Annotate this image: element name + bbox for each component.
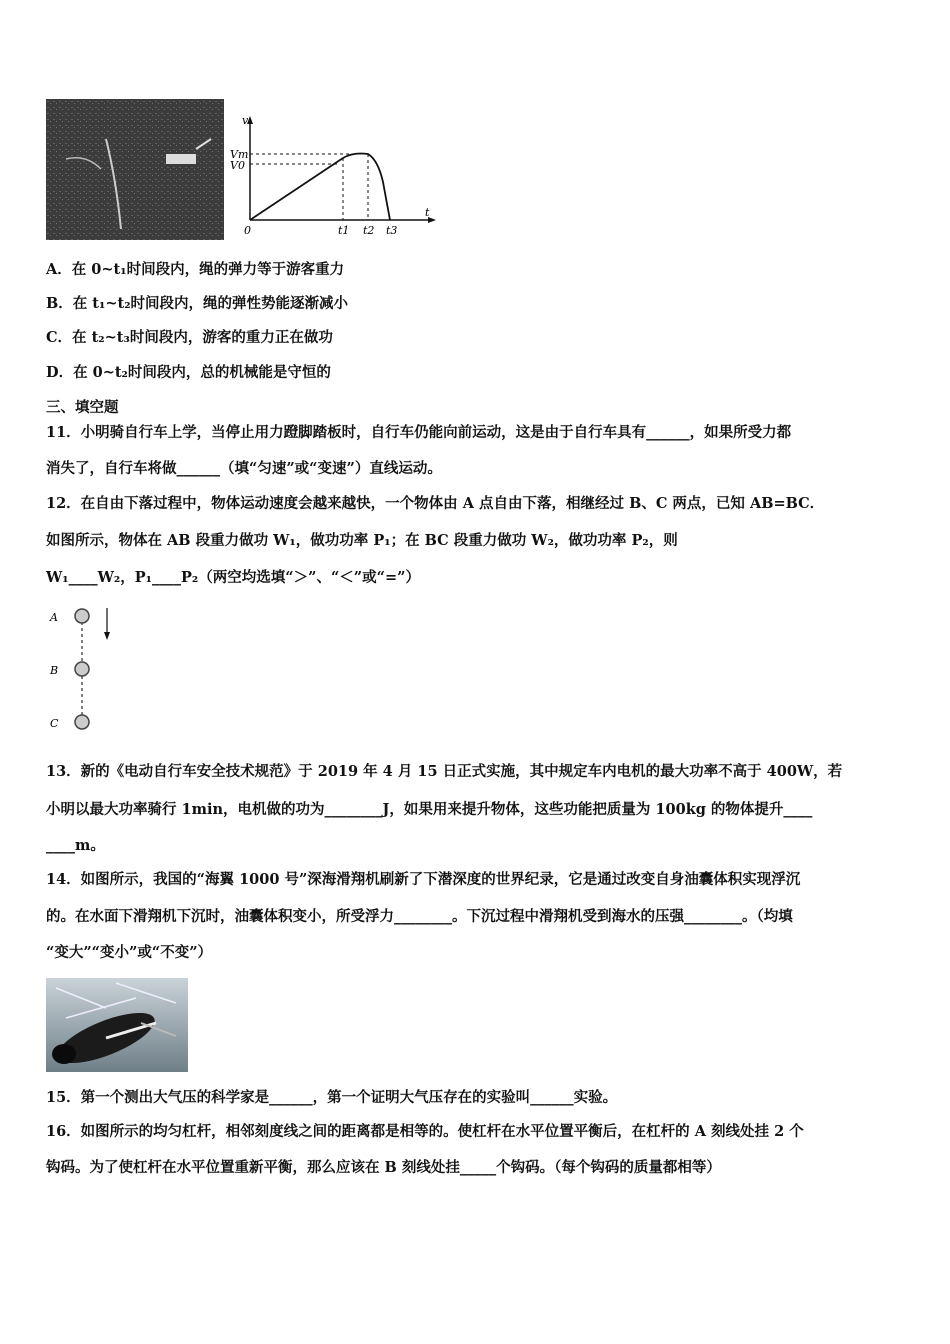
falling-ball-figure — [46, 600, 126, 736]
label-c: C — [50, 717, 59, 730]
axis-t-label: t — [425, 206, 430, 219]
q14-line1: 14．如图所示，我国的“海翼 1000 号”深海滑翔机刷新了下潜深度的世界纪录，它是通过改变自身油囊体积实现浮沉 — [46, 871, 801, 888]
option-b: B．在 t₁~t₂时间段内，绳的弹性势能逐渐减小 — [46, 295, 349, 312]
option-a: A．在 0~t₁时间段内，绳的弹力等于游客重力 — [46, 261, 345, 278]
q11-line1: 11．小明骑自行车上学，当停止用力蹬脚踏板时，自行车仍能向前运动，这是由于自行车具有______，如果所受力都 — [46, 424, 792, 441]
v0-label: V0 — [230, 159, 245, 172]
option-c: C．在 t₂~t₃时间段内，游客的重力正在做功 — [46, 329, 333, 346]
t3-label: t3 — [386, 224, 398, 237]
q15-line1: 15．第一个测出大气压的科学家是______，第一个证明大气压存在的实验叫______实验。 — [46, 1089, 618, 1106]
t1-label: t1 — [338, 224, 350, 237]
q13-line2: 小明以最大功率骑行 1min，电机做的功为________J，如果用来提升物体，这些功能把质量为 100kg 的物体提升____ — [46, 801, 813, 818]
vm-label: Vm — [230, 148, 249, 161]
q12-line3: W₁____W₂，P₁____P₂（两空均选填“＞”、“＜”或“=”） — [46, 569, 420, 586]
axis-v-label: v — [242, 114, 249, 127]
bungee-photo — [46, 99, 224, 240]
q11-line2: 消失了，自行车将做______（填“匀速”或“变速”）直线运动。 — [46, 460, 442, 477]
q16-line1: 16．如图所示的均匀杠杆，相邻刻度线之间的距离都是相等的。使杠杆在水平位置平衡后，在杠杆的 A 刻线处挂 2 个 — [46, 1123, 804, 1140]
q12-line2: 如图所示，物体在 AB 段重力做功 W₁，做功功率 P₁；在 BC 段重力做功 W₂，做功功率 P₂，则 — [46, 532, 678, 549]
glider-photo — [46, 978, 188, 1072]
q13-line3: ____m。 — [46, 837, 105, 854]
q16-line2: 钩码。为了使杠杆在水平位置重新平衡，那么应该在 B 刻线处挂_____个钩码。（每个钩码的质量都相等） — [46, 1159, 721, 1176]
label-b: B — [50, 664, 59, 677]
option-d: D．在 0~t₂时间段内，总的机械能是守恒的 — [46, 364, 331, 381]
section-title: 三、填空题 — [46, 399, 119, 416]
t2-label: t2 — [363, 224, 375, 237]
origin-label: 0 — [244, 224, 251, 237]
velocity-time-graph — [228, 112, 438, 242]
q12-line1: 12．在自由下落过程中，物体运动速度会越来越快，一个物体由 A 点自由下落，相继经过 B、C 两点，已知 AB=BC． — [46, 495, 825, 512]
q14-line3: “变大”“变小”或“不变”） — [46, 944, 213, 961]
label-a: A — [50, 611, 58, 624]
q14-line2: 的。在水面下滑翔机下沉时，油囊体积变小，所受浮力________。下沉过程中滑翔机受到海水的压强________。（均填 — [46, 908, 793, 925]
q13-line1: 13．新的《电动自行车安全技术规范》于 2019 年 4 月 15 日正式实施，其中规定车内电机的最大功率不高于 400W，若 — [46, 763, 843, 780]
